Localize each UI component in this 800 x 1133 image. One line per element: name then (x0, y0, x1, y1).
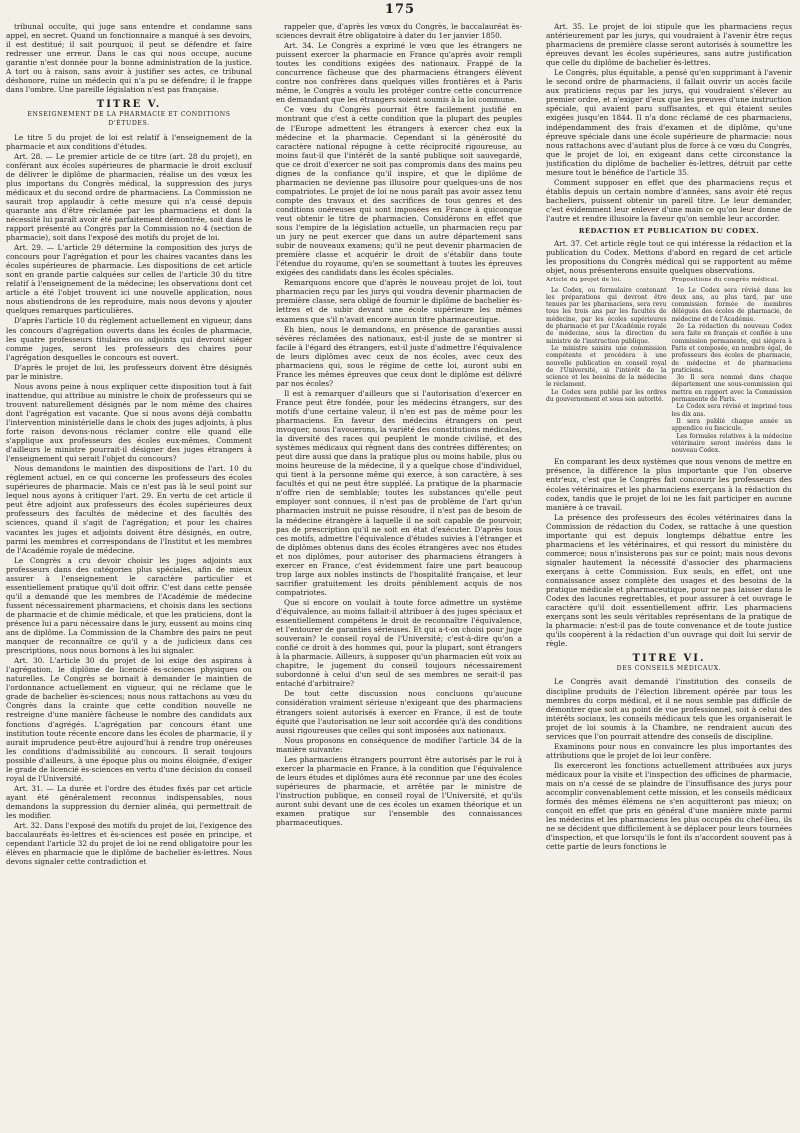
section-heading: TITRE VI. (632, 653, 706, 665)
table-cell-text: 2o La rédaction du nouveau Codex sera faite en français et confiée à une commission permanente, qui siégera à Paris et composée, en nombre égal, de professeurs des écoles de pharmacie, de médecine et de pharmaciens praticiens. (671, 323, 792, 374)
table-cell-text: Le ministre saisira une commission compétente et procédera à une nouvelle publication en conseil royal de l'Université, si l'intérêt de la science et les besoins de la médecine le réclament. (546, 344, 667, 389)
paragraph: Le Congrès, plus équitable, a pensé qu'en supprimant à l'avenir le second ordre de pharmaciens, il fallait ouvrir un accès facile aux praticiens reçus par les jurys, qui voudraient s'élever au premier ordre, et n'exiger d'eux que les preuves d'une instruction spéciale, qui avaient paru suffisantes, et qui étaient seules exigées jusqu'en 1844. Il n'a donc réclamé de ces pharmaciens, indépendamment des frais d'examen et de diplôme, qu'une épreuve spéciale dans une école supérieure de pharmacie: nous nous rattachons avec d'autant plus de force à ce vœu du Congrès, que le projet de loi, en exigeant dans cette circonstance la justification du diplôme de bachelier ès-lettres, détruit par cette mesure tout le bénéfice de l'article 35. (546, 68, 792, 177)
table-cell-text: Il sera publié chaque année un appendice ou fascicule. (671, 417, 792, 433)
table-cell-text: Le Codex sera publié par les ordres du gouvernement et sous son autorité. (546, 388, 667, 404)
paragraph: rappeler que, d'après les vœux du Congrès, le baccalauréat ès-sciences devrait être obligatoire à dater du 1er janvier 1850. (276, 22, 522, 41)
paragraph: D'après le projet de loi, les professeurs doivent être désignés par le ministre. (6, 362, 252, 381)
paragraph: De tout cette discussion nous concluons qu'aucune considération vraiment sérieuse n'exigeant que des pharmaciens étrangers soient autorisés à exercer en France, il est de toute équité que l'autorisation ne leur soit accordée qu'à des conditions aussi rigoureuses que celles qui sont imposées aux nationaux. (276, 689, 522, 735)
paragraph: Que si encore on voulait à toute force admettre un système d'équivalence, au moins fallait-il attribuer à des juges spéciaux et essentiellement compétens le droit de reconnaître l'équivalence, et l'entourer de garanties sérieuses. Et qui a-t-on choisi pour juge souverain? le conseil royal de l'Université; c'est-à-dire qu'on a confié ce droit à des hommes qui, pour la plupart, sont étrangers à la pharmacie. Ailleurs, à supposer qu'un pharmacien eût voix au chapitre, le jugement du conseil toujours nécessairement subordonné à celui d'un seul de ses membres ne serait-il pas entaché d'arbitraire? (276, 597, 522, 689)
paragraph: Art. 34. Le Congrès a exprimé le vœu que les étrangers ne puissent exercer la pharmacie en France qu'après avoir rempli toutes les conditions exigées des nationaux. Frappé de la concurrence fâcheuse que des pharmaciens étrangers élèvent contre nos confrères dans quelques villes frontières et à Paris même, le Congrès a voulu les protéger contre cette concurrence en demandant que les étrangers soient soumis à la loi commune. (276, 41, 522, 105)
section-heading: ENSEIGNEMENT DE LA PHARMACIE ET CONDITIONS D'ÉTUDES. (27, 111, 231, 128)
codex-comparison-table (546, 277, 792, 454)
table-cell-text: 1o Le Codex sera révisé dans les deux ans, au plus tard, par une commission formée de membres délégués des écoles de pharmacie, de médecine et de l'Académie. (671, 286, 792, 323)
paragraph: Le Congrès a cru devoir choisir les juges adjoints aux professeurs dans des catégories plus spéciales, afin de mieux assurer à l'enseignement le caractère particulier et essentiellement pratique qu'il doit offrir. C'est dans cette pensée qu'il a demandé que les membres de l'Académie de médecine fussent nécessairement pharmaciens, et choisis dans les sections de pharmacie et de chimie médicale, et que les praticiens, dont la présence lui a paru nécessaire dans le jury, eussent au moins cinq ans de diplôme. La Commission de la Chambre des pairs ne peut manquer de reconnaître ce qu'il y a de judicieux dans ces prescriptions, nous nous bornons à les lui signaler. (6, 555, 252, 656)
table-items-congress (671, 287, 792, 455)
table-heading-project: Article du projet de loi. (546, 277, 622, 284)
paragraph: Comment supposer en effet que des pharmaciens reçus et établis depuis un certain nombre d'années, sans avoir été reçus bacheliers, puissent obtenir un pareil titre. Le leur demander, c'est évidemment leur enlever d'une main ce qu'on leur donne de l'autre et rendre illusoire la faveur qu'on semble leur accorder. (546, 177, 792, 223)
paragraph: Ils exerceront les fonctions actuellement attribuées aux jurys médicaux pour la visite et l'inspection des officines de pharmacie, mais on n'a cessé de se plaindre de l'insuffisance des jurys pour accomplir convenablement cette mission, et les conseils médicaux formés des mêmes élémens ne s'en acquitteront pas mieux; on conçoit en effet que pris en général d'une manière mixte parmi les médecins et les pharmaciens les plus occupés du chef-lieu, ils ne se décident que difficilement à se déplacer pour leurs tournées d'inspection, et que lorsqu'ils le font ils n'accordent souvent pas à cette partie de leurs fonctions le (546, 760, 792, 852)
paragraph: Art. 28. — Le premier article de ce titre (art. 28 du projet), en conférant aux écoles supérieures de pharmacie le droit exclusif de délivrer le diplôme de pharmacien, réalise un des vœux les plus importans du Congrès médical, la suppression des jurys médicaux et du second ordre de pharmaciens. La Commission ne saurait trop applaudir à cette mesure qui n'a cessé depuis quarante ans d'être réclamée par les pharmaciens et dont la nécessité lui paraît avoir été parfaitement démontrée, soit dans le rapport présenté au Congrès par la Commission no 4 (section de pharmacie), soit dans l'exposé des motifs du projet de loi. (6, 151, 252, 243)
table-cell-text: 3o Il sera nommé dans chaque département une sous-commission qui mettra en rapport avec la Commission permanente de Paris. (671, 374, 792, 404)
table-cell-text: Le Codex, ou formulaire contenant les préparations qui devront être tenues par les pharmaciens, sera revu tous les trois ans par les facultés de médecine, par les écoles supérieures de pharmacie et par l'Académie royale de médecine, sous la direction du ministre de l'instruction publique. (546, 286, 667, 345)
paragraph: Nous proposons en conséquence de modifier l'article 34 de la manière suivante: (276, 735, 522, 754)
table-heading-congress: Propositions du congrès médical. (671, 277, 779, 284)
table-column-project (546, 277, 667, 454)
paragraph: Nous avons peine à nous expliquer cette disposition tout à fait inattendue, qui attribue au ministre le choix de professeurs qui se trouvent naturellement désignés par le nom même des chaires dont l'agrégation est vacante. Que si nous avons déjà combattu l'intervention ministérielle dans le choix des juges adjoints, à plus forte raison devons-nous réclamer contre elle quand elle s'applique aux professeurs des écoles eux-mêmes. Comment d'ailleurs le ministre pourrait-il désigner des juges étrangers à l'enseignement qui serait l'objet du concours? (6, 381, 252, 464)
paragraph: tribunal occulte, qui juge sans entendre et condamne sans appel, en secret. Quand un fonctionnaire a manqué à ses devoirs, il est destitué; il sait pourquoi; il peut se défendre et faire redresser une erreur. Dans le cas qui nous occupe, aucune garantie n'est donnée pour la bonne administration de la justice. A tort ou à raison, sans avoir à justifier ses actes, ce tribunal déshonore, ruine un médecin qui n'a pu se défendre; il le frappe dans l'ombre. Une pareille législation n'est pas française. (6, 22, 252, 95)
paragraph: Ce vœu du Congrès pourrait être facilement justifié en montrant que c'est à cette condition que la plupart des peuples de l'Europe admettent les étrangers à exercer chez eux la médecine et la pharmacie. Cependant si la générosité du caractère national répugne à cette réciprocité rigoureuse, au moins faut-il que l'intérêt de la santé publique soit sauvegardé, que ce droit d'exercer ne soit pas compromis dans des mains peu dignes de la confiance qu'il inspire, et que le diplôme de pharmacien ne devienne pas illusoire pour quelques-uns de nos compatriotes. Le projet de loi ne nous paraît pas avoir assez tenu compte des travaux et des sacrifices de tous genres et des conditions onéreuses qui sont imposées en France à quiconque veut obtenir le titre de pharmacien. Considérons en effet que sous l'empire de la législation actuelle, un pharmacien reçu par un jury ne peut exercer que dans un autre département sans subir de nouveaux examens; qu'il ne peut devenir pharmacien de première classe et acquérir le droit de s'établir dans toute l'étendue du royaume, qu'en se soumettant à toutes les épreuves exigées des candidats dans les écoles spéciales. (276, 105, 522, 278)
paragraph: La présence des professeurs des écoles vétérinaires dans la Commission de rédaction du Codex, se rattache à une question importante qui est depuis longtemps débattue entre les pharmaciens et les vétérinaires, et qui ressort du ministère du commerce; nous n'insisterons pas sur ce point; mais nous devons signaler hautement la nécessité d'associer des pharmaciens exerçans à cette Commission. Eux seuls, en effet, ont une connaissance assez complète des usages et des besoins de la pratique médicale et pharmaceutique, pour ne pas laisser dans le Codex des lacunes regrettables, et pour assurer à cet ouvrage le caractère qu'il doit essentiellement offrir. Les pharmaciens exerçans sont les seuls véritables représentans de la pratique de la pharmacie: n'est-il pas de toute convenance et de toute justice qu'ils coopèrent à la rédaction d'un ouvrage qui doit lui servir de règle. (546, 512, 792, 649)
table-cell-text: Les formules relatives à la médecine vétérinaire seront insérées dans le nouveau Codex. (671, 432, 792, 455)
column-right (546, 22, 792, 1128)
right-column-text-top (546, 22, 792, 275)
section-heading: TITRE V. (96, 99, 162, 111)
paragraph: Examinons pour nous en convaincre les plus importantes des attributions que le projet de loi leur confère. (546, 741, 792, 760)
paragraph: Remarquons encore que d'après le nouveau projet de loi, tout pharmacien reçu par les jurys qui voudra devenir pharmacien de première classe, sera obligé de fournir le diplôme de bachelier ès-lettres et de subir devant une école supérieure les mêmes examens que s'il n'avait encore aucun titre pharmaceutique. (276, 278, 522, 324)
column-left (6, 22, 252, 1128)
paragraph: Art. 30. L'article 30 du projet de loi exige des aspirans à l'agrégation, le diplôme de licencié ès-sciences physiques ou naturelles. Le Congrès se bornait à demander le maintien de l'ordonnance actuellement en vigueur, qui ne réclame que le grade de bachelier ès-sciences; nous nous rattachons au vœu du Congrès dans la crainte que cette condition nouvelle ne restreigne d'une manière fâcheuse le nombre des candidats aux fonctions d'agrégés. L'agrégation par concours étant une institution toute récente encore dans les écoles de pharmacie, il y aurait imprudence peut-être aujourd'hui à rendre trop onéreuses les conditions d'admissibilité au concours. Il serait toujours possible d'ailleurs, à une époque plus ou moins éloignée, d'exiger le grade de licencié ès-sciences en vertu d'une décision du conseil royal de l'Université. (6, 656, 252, 783)
paragraph: Il est à remarquer d'ailleurs que si l'autorisation d'exercer en France peut être fondée, pour les médecins étrangers, sur des motifs d'une certaine valeur, il n'en est pas de même pour les pharmaciens. En faveur des médecins étrangers on peut invoquer, nous l'avouerons, la variété des constitutions médicales, la diversité des races qui peuplent le monde civilisé, et des systèmes médicaux qui règnent dans des contrées différentes; on peut dire aussi que dans la pratique plus ou moins habile, plus ou moins heureuse de la médecine, il y a quelque chose d'individuel, qui tient à la personne même qui exerce, à son caractère, à ses facultés et qui ne peut être suppléé. La pratique de la pharmacie n'offre rien de semblable; toutes les substances qu'elle peut employer sont connues, il n'est pas de problème de l'art qu'un pharmacien instruit ne puisse résoudre, il n'est pas de besoin de la médecine étrangère à laquelle il ne soit capable de pourvoir, pas de prescription qu'il ne soit en état d'exécuter. D'après tous ces motifs, admettre l'équivalence d'études suivies à l'étranger et de diplômes obtenus dans des écoles étrangères avec nos études et nos diplômes, pour autoriser des pharmaciens étrangers à exercer en France, c'est évidemment faire une part beaucoup trop large aux nobles instincts de l'hospitalité française, et leur sacrifier gratuitement les droits péniblement acquis de nos compatriotes. (276, 388, 522, 597)
section-heading: RÉDACTION ET PUBLICATION DU CODEX. (578, 227, 760, 236)
paragraph: Les pharmaciens étrangers pourront être autorisés par le roi à exercer la pharmacie en France, à la condition que l'équivalence de leurs études et diplômes aura été reconnue par une des écoles supérieures de pharmacie, et arrêtée par le ministre de l'instruction publique, en conseil royal de l'Université, et qu'ils auront subi devant une de ces écoles un examen théorique et un examen pratique sur l'ensemble des connaissances pharmaceutiques. (276, 754, 522, 828)
table-items-project (546, 287, 667, 404)
paragraph: Le Congrès avait demandé l'institution des conseils de discipline produits de l'élection librement opérée par tous les membres du corps médical, et il ne nous semble pas difficile de démontrer que soit au point de vue professionnel, soit à celui des intérêts sociaux, les conseils médicaux tels que les organiserait le projet de loi soumis à la Chambre, ne rendraient aucun des services que l'on pourrait attendre des conseils de discipline. (546, 677, 792, 741)
paragraph: En comparant les deux systèmes que nous venons de mettre en présence, la différence la plus importante que l'on observe entr'eux, c'est que le Congrès fait concourir les professeurs des écoles vétérinaires et les pharmaciens exerçans à la rédaction du codex, tandis que le projet de loi ne les fait participer en aucune manière à ce travail. (546, 457, 792, 512)
column-middle (276, 22, 522, 1128)
page-number: 175 (384, 2, 416, 17)
paragraph: Art. 31. — La durée et l'ordre des études fixés par cet article ayant été généralement reconnus indispensables, nous demandons la suppression du dernier alinéa, qui permettrait de les modifier. (6, 783, 252, 820)
table-column-congress (671, 277, 792, 454)
paragraph: Art. 29. — L'article 29 détermine la composition des jurys de concours pour l'agrégation et pour les chaires vacantes dans les écoles supérieures de pharmacie. Les dispositions de cet article sont en grande partie calquées sur celles de l'article 30 du titre relatif à l'enseignement de la médecine; les observations dont cet article a été l'objet trouvent ici une nouvelle application, nous nous abstiendrons de les reproduire, mais nous devons y ajouter quelques remarques particulières. (6, 243, 252, 316)
right-column-text-bottom (546, 457, 792, 851)
section-heading: DES CONSEILS MÉDICAUX. (616, 665, 722, 673)
paragraph: Le titre 5 du projet de loi est relatif à l'enseignement de la pharmacie et aux conditions d'études. (6, 132, 252, 151)
paragraph: Art. 37. Cet article règle tout ce qui intéresse la rédaction et la publication du Codex. Mettons d'abord en regard de cet article les propositions du Congrès médical qui se rapportent au même objet, nous présenterons ensuite quelques observations. (546, 239, 792, 276)
paragraph: D'après l'article 10 du règlement actuellement en vigueur, dans les concours d'agrégation ouverts dans les écoles de pharmacie, les quatre professeurs titulaires ou adjoints qui devront siéger comme juges, seront les professeurs des chaires pour l'agrégation desquelles le concours est ouvert. (6, 316, 252, 362)
table-cell-text: Le Codex sera révisé et imprimé tous les dix ans. (671, 403, 792, 418)
paragraph: Art. 35. Le projet de loi stipule que les pharmaciens reçus antérieurement par les jurys, qui voudraient à l'avenir être reçus pharmaciens de première classe seront autorisés à soumettre les épreuves devant les écoles supérieures, sans autre justification que celle du diplôme de bachelier ès-lettres. (546, 22, 792, 68)
paragraph: Nous demandons le maintien des dispositions de l'art. 10 du règlement actuel, en ce qui concerne les professeurs des écoles supérieures de pharmacie. Mais ce n'est pas là le seul point sur lequel nous ayons à critiquer l'art. 29. En vertu de cet article il peut être adjoint aux professeurs des écoles supérieures deux professeurs des facultés de médecine et des facultés des sciences, quand il s'agit de l'agrégation; et pour les chaires vacantes les juges et adjoints doivent être désignés, en outre, parmi les membres et correspondans de l'Institut et les membres de l'Académie royale de médecine. (6, 464, 252, 555)
paragraph: Eh bien, nous le demandons, en présence de garanties aussi sévères réclamées des nationaux, est-il juste de se montrer si facile à l'égard des étrangers, est-il juste d'admettre l'équivalence de leurs diplômes avec ceux de nos écoles, avec ceux des pharmaciens qui, sous le régime de cette loi, auront subi en France les mêmes épreuves que ceux dont le diplôme est délivré par nos écoles? (276, 324, 522, 388)
paragraph: Art. 32. Dans l'exposé des motifs du projet de loi, l'exigence des baccalauréats ès-lettres et ès-sciences est posée en principe, et cependant l'article 32 du projet de loi ne rend obligatoire pour les élèves en pharmacie que le diplôme de bachelier ès-lettres. Nous devons signaler cette contradiction et (6, 821, 252, 867)
